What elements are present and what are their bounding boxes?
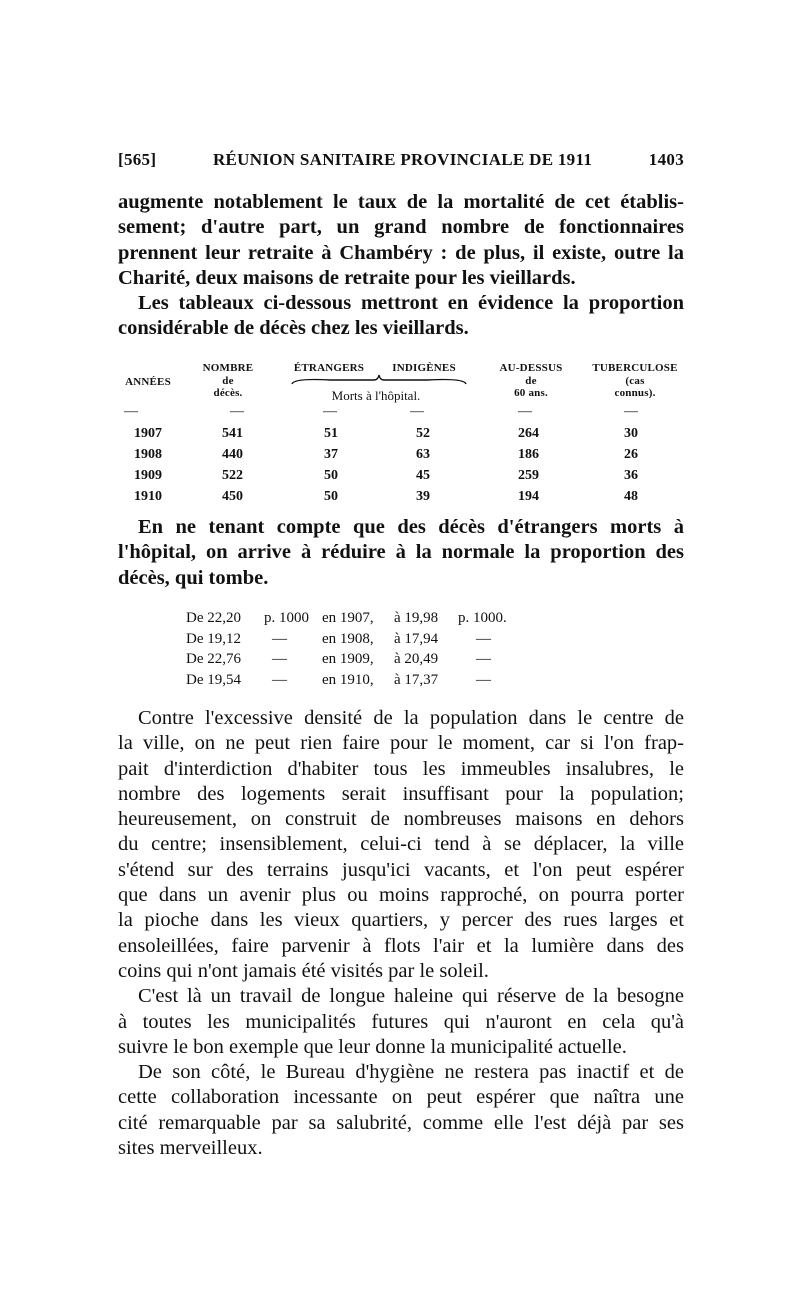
body-paragraphs bbox=[118, 706, 684, 1161]
divider: — bbox=[230, 404, 244, 419]
text-line: la pioche dans les vieux quartiers, y percer des rues larges et bbox=[118, 909, 684, 932]
divider: — bbox=[323, 404, 337, 419]
text-line: Les tableaux ci-dessous mettront en évidence la proportion bbox=[138, 292, 684, 315]
cell-tuberculose: 30 bbox=[624, 426, 638, 441]
text-line: pait d'interdiction d'habiter tous les immeubles insalubres, le bbox=[118, 757, 684, 780]
text-line: la ville, on ne peut rien faire pour le moment, car si l'on frap- bbox=[118, 732, 684, 755]
header-etrangers: ÉTRANGERS bbox=[293, 362, 365, 374]
text-line: C'est là un travail de longue haleine qui réserve de la besogne bbox=[138, 985, 684, 1008]
text-line: que dans un avenir plus ou moins rapproché, on pourra porter bbox=[118, 884, 684, 907]
text-line: Charité, deux maisons de retraite pour les vieillards. bbox=[118, 266, 576, 289]
page-reference: [565] bbox=[118, 150, 157, 169]
cell-annee: 1908 bbox=[134, 447, 162, 462]
cell-etrangers: 50 bbox=[324, 489, 338, 504]
cell-etrangers: 37 bbox=[324, 447, 338, 462]
text-line: En ne tenant compte que des décès d'étrangers morts à bbox=[138, 516, 684, 538]
cell-indigenes: 45 bbox=[416, 468, 430, 483]
cell-au-dessus: 186 bbox=[518, 447, 539, 462]
divider: — bbox=[624, 404, 638, 419]
cell-tuberculose: 36 bbox=[624, 468, 638, 483]
text-line: l'hôpital, on arrive à réduire à la normale la proportion des bbox=[118, 541, 684, 564]
text-line: suivre le bon exemple que leur donne la municipalité actuelle. bbox=[118, 1035, 627, 1058]
text-line: cité remarquable par sa salubrité, comme elle l'est déjà par ses bbox=[118, 1111, 684, 1134]
header-tuberculose: TUBERCULOSE (cas connus). bbox=[592, 362, 678, 399]
text-line: sement; d'autre part, un grand nombre de fonctionnaires bbox=[118, 216, 684, 239]
cell-au-dessus: 194 bbox=[518, 489, 539, 504]
cell-deces: 522 bbox=[222, 468, 243, 483]
text-line: heureusement, on construit de nombreuses maisons en dehors bbox=[118, 808, 684, 831]
header-nombre: NOMBRE de décès. bbox=[202, 362, 254, 399]
page-number: 1403 bbox=[648, 150, 684, 169]
text-line: décès, qui tombe. bbox=[118, 566, 269, 589]
cell-au-dessus: 264 bbox=[518, 426, 539, 441]
divider: — bbox=[410, 404, 424, 419]
text-line: s'étend sur des terrains jusqu'ici vacants, et l'on peut espérer bbox=[118, 858, 684, 881]
cell-tuberculose: 26 bbox=[624, 447, 638, 462]
divider: — bbox=[518, 404, 532, 419]
text-line: De son côté, le Bureau d'hygiène ne restera pas inactif et de bbox=[138, 1061, 684, 1084]
cell-indigenes: 39 bbox=[416, 489, 430, 504]
header-annees: ANNÉES bbox=[125, 376, 171, 388]
running-header bbox=[118, 150, 684, 170]
intro-paragraph bbox=[118, 190, 684, 342]
text-line: coins qui n'ont jamais été visités par le soleil. bbox=[118, 959, 489, 982]
text-line: prennent leur retraite à Chambéry : de plus, il existe, outre la bbox=[118, 241, 684, 264]
document-page: [565] RÉUNION SANITAIRE PROVINCIALE DE 1911 1403 augmente notablement le taux de la mortalité de cet établis- sement; d'autre part, un grand nombre de fonctionnaires prennent leur retraite à Chambéry : de plus, il existe, outre la Charité, deux maisons de retraite pour les vieillards. Les tableaux ci-dessous mettront en évidence la proportion considérable de décès chez les vieillards. ANNÉES NOMBRE de décès. ÉTRANGERS INDIGÈNES Morts à l'hôpital. AU-DESSUS de 60 ans. TUBERCULOSE (cas connus). — — — — — — 1907 541 51 52 264 30 1908 440 37 63 186 26 1909 522 50 45 259 36 1910 450 50 39 194 48 En ne tenant compte que des décès d'étrangers morts à l'hôpital, on arrive à réduire à la normale la proportion des décès, qui tombe. De 22,20 p. 1000 en 1907, à 19,98 p. 1000. De 19,12 — en 1908, à 17,94 — De 22,76 — en 1909, à 20,49 — De 19,54 — en 1910, à 17,37 — Contre l'excessive densité de la population dans le centre de la ville, on ne peut rien faire pour le moment, car si l'on frap- pait d'interdiction d'habiter tous les immeubles insalubres, le nombre des logements serait insuffisant pour la population; heureusement, on construit de nombreuses maisons en dehors du centre; insensiblement, celui-ci tend à se déplacer, la ville s'étend sur des terrains jusqu'ici vacants, et l'on peut espérer que dans un avenir plus ou moins rapproché, on pourra porter la pioche dans les vieux quartiers, y percer des rues larges et ensoleillées, faire parvenir à flots l'air et la lumière dans des coins qui n'ont jamais été visités par le soleil. C'est là un travail de longue haleine qui réserve de la besogne à toutes les municipalités futures qui n'auront en cela qu'à suivre le bon exemple que leur donne la municipalité actuelle. De son côté, le Bureau d'hygiène ne restera pas inactif et de cette collaboration incessante on peut espérer que naîtra une cité remarquable par sa salubrité, comme elle l'est déjà par ses sites merveilleux. bbox=[0, 0, 800, 1304]
cell-deces: 541 bbox=[222, 426, 243, 441]
text-line: sites merveilleux. bbox=[118, 1137, 263, 1160]
text-line: considérable de décès chez les vieillards. bbox=[118, 317, 469, 340]
header-au-dessus: AU-DESSUS de 60 ans. bbox=[499, 362, 563, 399]
text-line: du centre; insensiblement, celui-ci tend à se déplacer, la ville bbox=[118, 833, 684, 856]
cell-deces: 450 bbox=[222, 489, 243, 504]
mid-paragraph bbox=[118, 515, 684, 591]
text-line: augmente notablement le taux de la mortalité de cet établis- bbox=[118, 191, 684, 213]
cell-annee: 1909 bbox=[134, 468, 162, 483]
cell-annee: 1907 bbox=[134, 426, 162, 441]
cell-annee: 1910 bbox=[134, 489, 162, 504]
cell-deces: 440 bbox=[222, 447, 243, 462]
header-indigenes: INDIGÈNES bbox=[392, 362, 456, 374]
text-line: Contre l'excessive densité de la population dans le centre de bbox=[138, 707, 684, 729]
cell-tuberculose: 48 bbox=[624, 489, 638, 504]
cell-au-dessus: 259 bbox=[518, 468, 539, 483]
cell-etrangers: 51 bbox=[324, 426, 338, 441]
text-line: ensoleillées, faire parvenir à flots l'air et la lumière dans des bbox=[118, 934, 684, 957]
brace-icon bbox=[290, 374, 468, 388]
cell-indigenes: 52 bbox=[416, 426, 430, 441]
cell-etrangers: 50 bbox=[324, 468, 338, 483]
cell-indigenes: 63 bbox=[416, 447, 430, 462]
page-title: RÉUNION SANITAIRE PROVINCIALE DE 1911 bbox=[212, 150, 593, 169]
text-line: à toutes les municipalités futures qui n'auront en cela qu'à bbox=[118, 1010, 684, 1033]
text-line: cette collaboration incessante on peut espérer que naîtra une bbox=[118, 1086, 684, 1109]
divider: — bbox=[124, 404, 138, 419]
header-morts-hopital: Morts à l'hôpital. bbox=[331, 388, 421, 403]
text-line: nombre des logements serait insuffisant pour la population; bbox=[118, 782, 684, 805]
